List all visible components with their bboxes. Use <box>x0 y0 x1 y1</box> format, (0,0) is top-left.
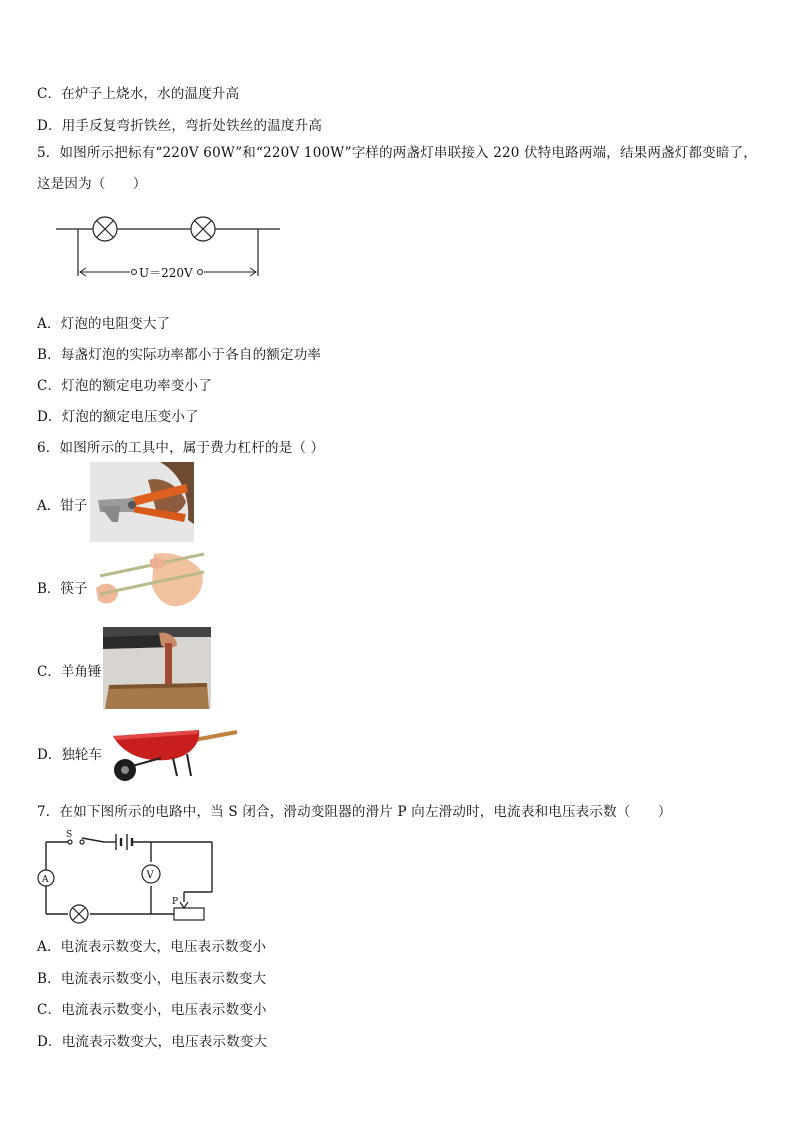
switch-label: S <box>66 830 73 840</box>
q5-option-b: B．每盏灯泡的实际功率都小于各自的额定功率 <box>37 347 322 363</box>
wheelbarrow-photo-icon <box>103 718 239 784</box>
battery-icon <box>116 834 132 850</box>
q5-option-c: C．灯泡的额定电功率变小了 <box>37 378 212 394</box>
q7-option-d: D．电流表示数变大，电压表示数变大 <box>37 1034 268 1050</box>
q5-option-a: A．灯泡的电阻变大了 <box>37 316 171 332</box>
slider-label: P <box>172 897 179 907</box>
rheostat-icon <box>174 902 204 920</box>
q5-series-lamp-diagram <box>50 210 290 286</box>
q7-option-c: C．电流表示数变小，电压表示数变小 <box>37 1002 267 1018</box>
q4-option-c: C．在炉子上烧水，水的温度升高 <box>37 86 240 102</box>
q6-option-d: D．独轮车 <box>37 747 102 763</box>
lamp-1-icon <box>93 217 117 241</box>
lamp-icon <box>70 905 88 923</box>
q6-option-b: B．筷子 <box>37 581 88 597</box>
q6-option-c: C．羊角锤 <box>37 664 102 680</box>
switch-icon <box>68 840 84 844</box>
q5-voltage-label: U＝220V <box>139 266 193 280</box>
claw-hammer-photo-icon <box>103 627 211 709</box>
q7-option-a: A．电流表示数变大，电压表示数变小 <box>37 939 267 955</box>
q7-circuit-diagram <box>36 826 226 926</box>
q6-stem: 6．如图所示的工具中，属于费力杠杆的是（ ） <box>37 440 325 456</box>
lamp-2-icon <box>191 217 215 241</box>
voltmeter-label: V <box>146 870 154 881</box>
q7-option-b: B．电流表示数变小，电压表示数变大 <box>37 971 267 987</box>
q4-option-d: D．用手反复弯折铁丝，弯折处铁丝的温度升高 <box>37 118 323 134</box>
q5-option-d: D．灯泡的额定电压变小了 <box>37 409 199 425</box>
q5-stem: 5．如图所示把标有“220V 60W”和“220V 100W”字样的两盏灯串联接入 220 伏特电路两端，结果两盏灯都变暗了，这是因为（ ） <box>37 145 757 192</box>
pliers-photo-icon <box>90 462 194 542</box>
q7-stem: 7．在如下图所示的电路中，当 S 闭合，滑动变阻器的滑片 P 向左滑动时，电流表和电压表示数（ ） <box>37 804 672 820</box>
chopsticks-photo-icon <box>94 550 206 614</box>
ammeter-label: A <box>42 875 49 885</box>
q6-option-a: A．钳子 <box>37 498 88 514</box>
